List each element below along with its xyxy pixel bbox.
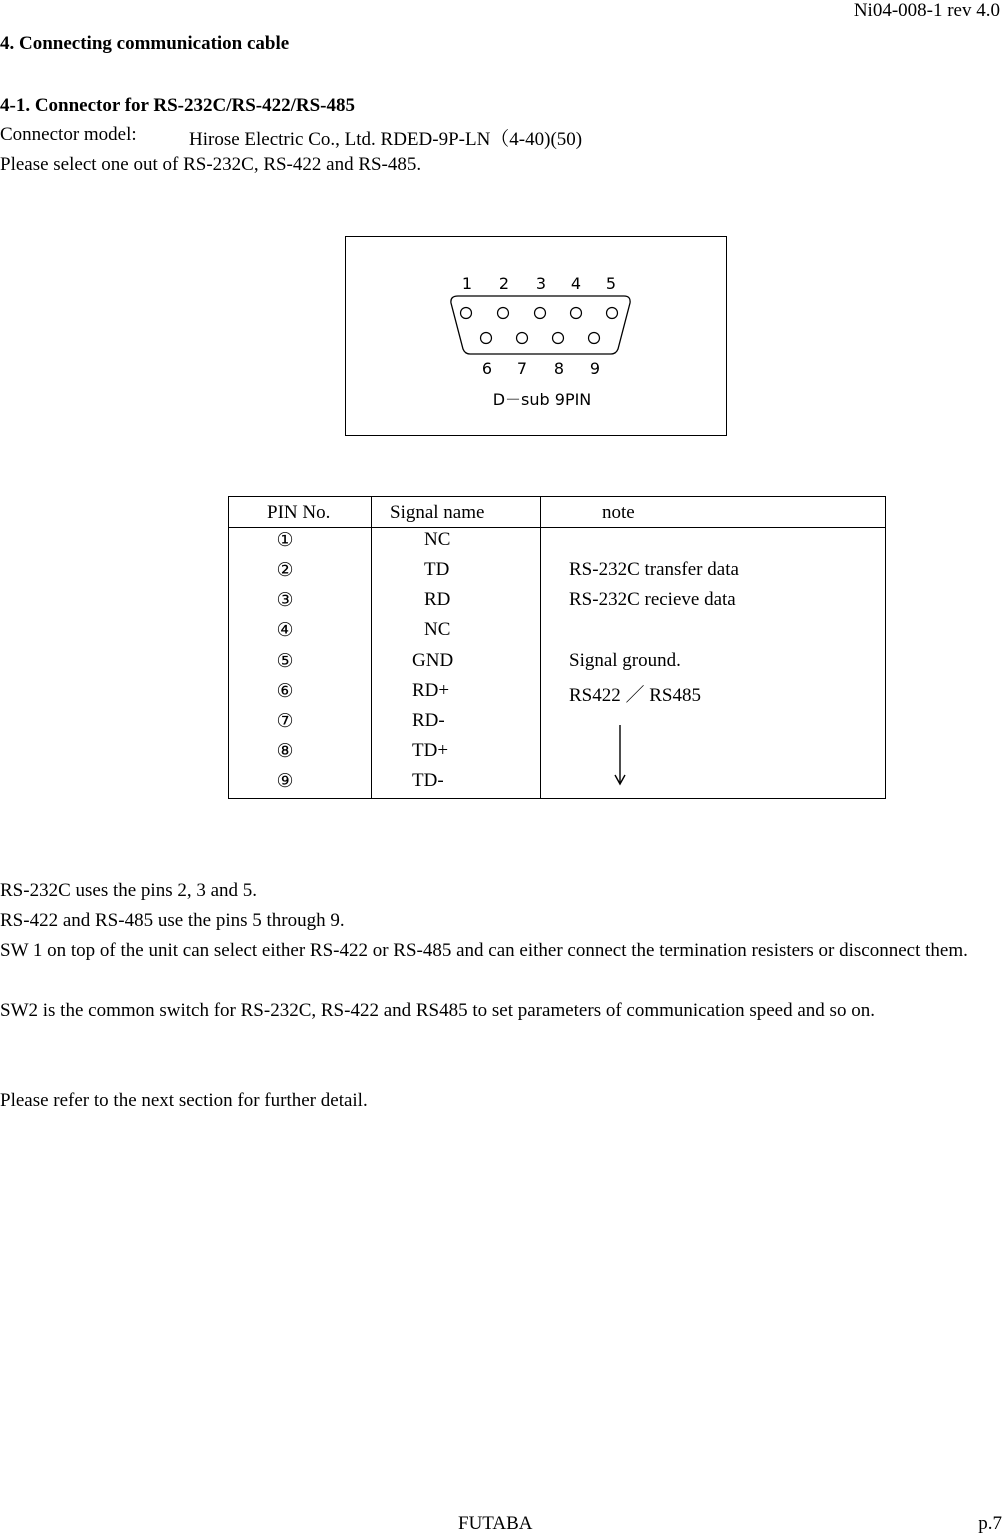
header-pin-no: PIN No. bbox=[267, 502, 331, 523]
connector-shell bbox=[451, 296, 630, 354]
table-row bbox=[229, 619, 885, 649]
bottom-pin-label-6: 6 bbox=[481, 359, 493, 378]
bottom-pin-label-8: 8 bbox=[553, 359, 565, 378]
select-instruction: Please select one out of RS-232C, RS-422 and RS-485. bbox=[0, 154, 422, 175]
top-pin-label-1: 1 bbox=[461, 274, 473, 293]
pin-number: ⑦ bbox=[276, 711, 294, 732]
connector-model-line bbox=[0, 124, 583, 150]
pin-hole-9 bbox=[589, 333, 600, 344]
pin-number: ⑤ bbox=[276, 651, 294, 672]
signal-name: RD- bbox=[412, 710, 445, 731]
diagram-caption: D－sub 9PIN bbox=[492, 390, 592, 409]
signal-name: GND bbox=[412, 650, 454, 671]
pin-hole-8 bbox=[553, 333, 564, 344]
signal-name: RD bbox=[424, 589, 451, 610]
pin-hole-7 bbox=[517, 333, 528, 344]
signal-name: TD bbox=[424, 559, 450, 580]
pin-number: ② bbox=[276, 560, 294, 581]
table-row bbox=[229, 650, 885, 680]
pin-number: ④ bbox=[276, 620, 294, 641]
footer-page-number: p.7 bbox=[978, 1513, 1002, 1534]
signal-name: TD- bbox=[412, 770, 444, 791]
pin-hole-2 bbox=[498, 308, 509, 319]
pin-hole-6 bbox=[481, 333, 492, 344]
pin-note: RS422 ／ RS485 bbox=[569, 685, 701, 706]
pin-hole-4 bbox=[571, 308, 582, 319]
section-title: 4. Connecting communication cable bbox=[0, 33, 290, 54]
header-note: note bbox=[602, 502, 635, 523]
subsection-title: 4-1. Connector for RS-232C/RS-422/RS-485 bbox=[0, 95, 356, 116]
pin-number: ⑨ bbox=[276, 771, 294, 792]
pin-hole-1 bbox=[461, 308, 472, 319]
pin-hole-3 bbox=[535, 308, 546, 319]
header-signal-name: Signal name bbox=[390, 502, 485, 523]
table-row bbox=[229, 680, 885, 710]
pin-note: RS-232C recieve data bbox=[569, 589, 736, 610]
signal-name: NC bbox=[424, 529, 451, 550]
table-row bbox=[229, 710, 885, 740]
connector-model-value: Hirose Electric Co., Ltd. RDED-9P-LN（4-40)(50) bbox=[189, 129, 583, 150]
document-id: Ni04-008-1 rev 4.0 bbox=[853, 0, 1000, 21]
footer-company: FUTABA bbox=[458, 1513, 533, 1534]
pin-number: ③ bbox=[276, 590, 294, 611]
table-row bbox=[229, 740, 885, 770]
dsub-connector-illustration bbox=[346, 237, 728, 437]
signal-name: RD+ bbox=[412, 680, 450, 701]
table-row bbox=[229, 589, 885, 619]
pin-hole-5 bbox=[607, 308, 618, 319]
down-arrow-icon bbox=[609, 723, 633, 789]
connector-model-label: Connector model: bbox=[0, 124, 137, 145]
top-pin-label-4: 4 bbox=[570, 274, 582, 293]
bottom-pin-label-7: 7 bbox=[516, 359, 528, 378]
paragraph-sw2: SW2 is the common switch for RS-232C, RS-422 and RS485 to set parameters of communication speed and so on. bbox=[0, 1000, 875, 1021]
pin-number: ① bbox=[276, 530, 294, 551]
paragraph-rs422-485-pins: RS-422 and RS-485 use the pins 5 through 9. bbox=[0, 910, 345, 931]
pin-note: RS-232C transfer data bbox=[569, 559, 739, 580]
pin-number: ⑧ bbox=[276, 741, 294, 762]
pin-assignment-table bbox=[228, 496, 886, 799]
paragraph-rs232c-pins: RS-232C uses the pins 2, 3 and 5. bbox=[0, 880, 258, 901]
pin-note: Signal ground. bbox=[569, 650, 681, 671]
paragraph-refer: Please refer to the next section for further detail. bbox=[0, 1090, 368, 1111]
top-pin-label-2: 2 bbox=[498, 274, 510, 293]
signal-name: TD+ bbox=[412, 740, 449, 761]
top-pin-label-5: 5 bbox=[605, 274, 617, 293]
table-header-divider bbox=[229, 527, 885, 528]
bottom-pin-label-9: 9 bbox=[589, 359, 601, 378]
table-row bbox=[229, 529, 885, 559]
connector-diagram bbox=[345, 236, 727, 436]
signal-name: NC bbox=[424, 619, 451, 640]
pin-number: ⑥ bbox=[276, 681, 294, 702]
table-row bbox=[229, 770, 885, 800]
table-row bbox=[229, 559, 885, 589]
top-pin-label-3: 3 bbox=[535, 274, 547, 293]
paragraph-sw1: SW 1 on top of the unit can select either RS-422 or RS-485 and can either connect the termination resisters or disconnect them. bbox=[0, 940, 968, 961]
